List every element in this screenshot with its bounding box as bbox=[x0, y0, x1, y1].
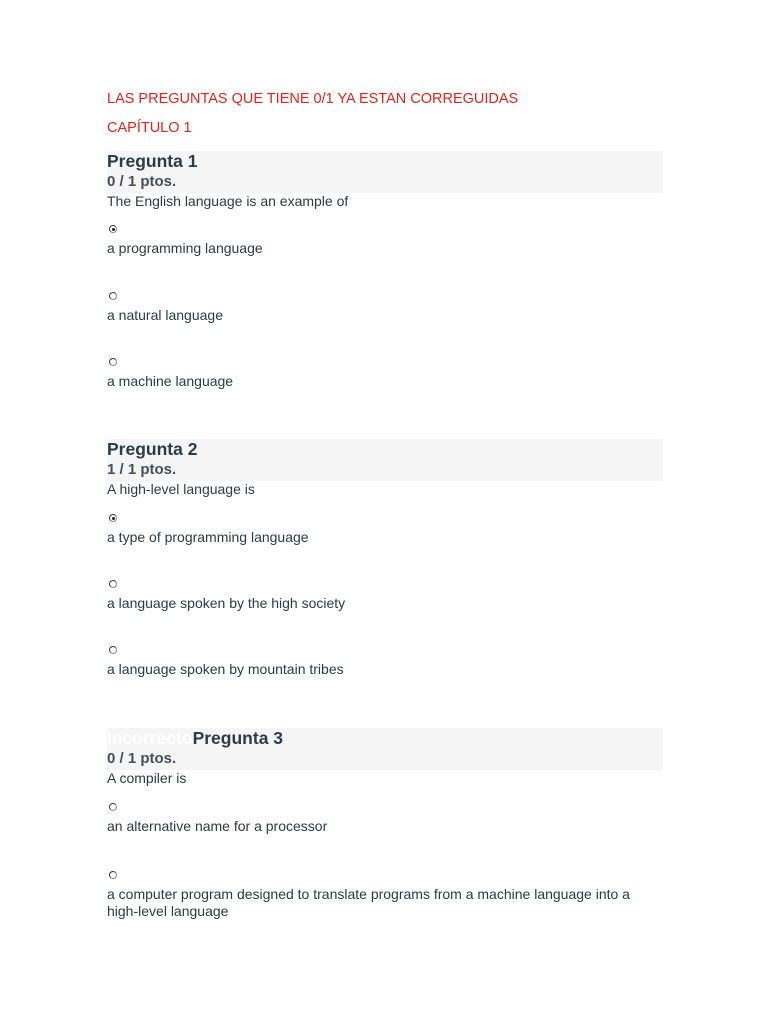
radio-button[interactable] bbox=[109, 358, 117, 366]
question-points: 1 / 1 ptos. bbox=[107, 461, 177, 478]
radio-button[interactable] bbox=[109, 803, 117, 811]
answer-label: a machine language bbox=[107, 373, 234, 389]
radio-button[interactable] bbox=[109, 292, 117, 300]
question-text: A compiler is bbox=[107, 770, 187, 786]
question-3 bbox=[107, 728, 663, 919]
notice-corrected: LAS PREGUNTAS QUE TIENE 0/1 YA ESTAN CORREGUIDAS bbox=[107, 91, 519, 107]
question-header bbox=[107, 439, 663, 481]
question-1 bbox=[107, 151, 663, 389]
question-number: Pregunta 1 bbox=[107, 151, 198, 171]
question-header bbox=[107, 728, 663, 770]
question-text: A high-level language is bbox=[107, 481, 255, 497]
answer-label: a programming language bbox=[107, 240, 263, 256]
question-header bbox=[107, 151, 663, 193]
question-points: 0 / 1 ptos. bbox=[107, 750, 177, 767]
question-2 bbox=[107, 439, 663, 677]
question-number: Pregunta 2 bbox=[107, 439, 198, 459]
question-points: 0 / 1 ptos. bbox=[107, 173, 177, 190]
question-title bbox=[107, 728, 283, 749]
answer-label: a language spoken by the high society bbox=[107, 595, 346, 611]
answer-label: a language spoken by mountain tribes bbox=[107, 661, 344, 677]
radio-button[interactable] bbox=[109, 225, 117, 233]
answer-label: a computer program designed to translate programs from a machine language into a high-level language bbox=[107, 886, 630, 919]
radio-button[interactable] bbox=[109, 580, 117, 588]
question-title bbox=[107, 439, 197, 460]
question-title bbox=[107, 151, 197, 172]
radio-button[interactable] bbox=[109, 871, 117, 879]
radio-button[interactable] bbox=[109, 514, 117, 522]
question-number: Pregunta 3 bbox=[192, 728, 284, 748]
answer-label: a natural language bbox=[107, 307, 223, 323]
question-text: The English language is an example of bbox=[107, 193, 349, 209]
incorrect-label: Incorrecto bbox=[107, 728, 193, 748]
answer-label: a type of programming language bbox=[107, 529, 309, 545]
chapter-title: CAPÍTULO 1 bbox=[107, 120, 192, 136]
radio-button[interactable] bbox=[109, 646, 117, 654]
answer-label: an alternative name for a processor bbox=[107, 818, 328, 834]
